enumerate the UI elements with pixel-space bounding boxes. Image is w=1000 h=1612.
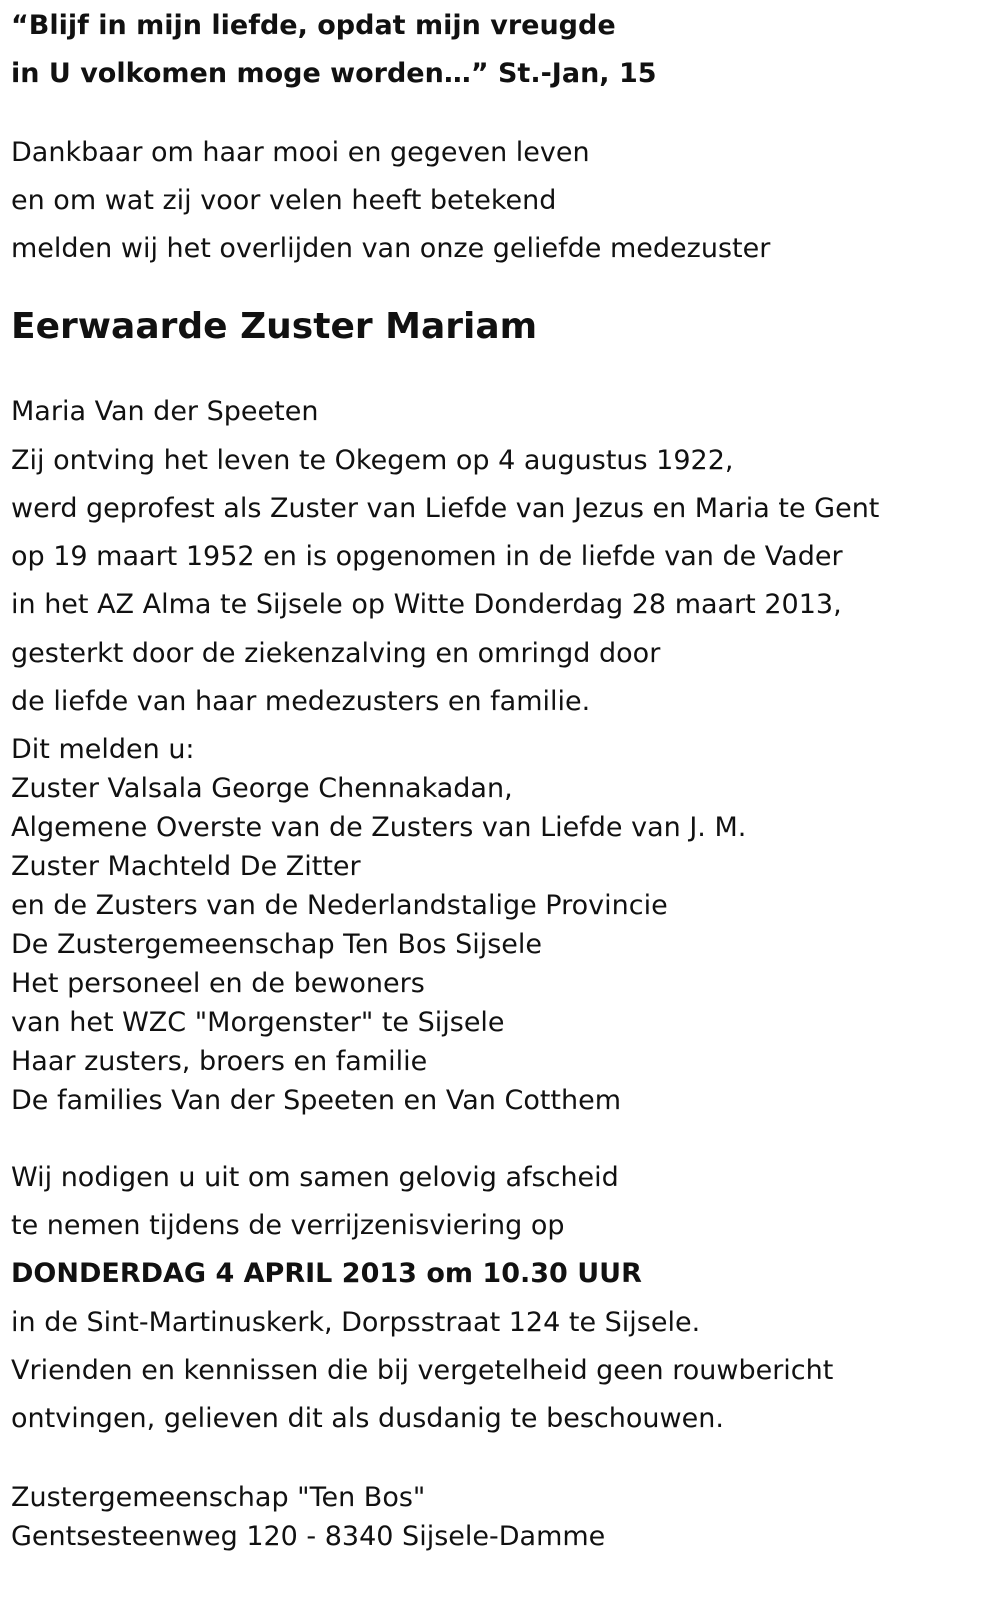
deceased-name: Eerwaarde Zuster Mariam [11, 306, 538, 347]
invitation-line: te nemen tijdens de verrijzenisviering op [11, 1210, 565, 1241]
invitation-line: in de Sint-Martinuskerk, Dorpsstraat 124 te Sijsele. [11, 1307, 701, 1338]
announcer-line: Dit melden u: [11, 734, 195, 765]
quote-line-1: “Blijf in mijn liefde, opdat mijn vreugde [11, 10, 616, 41]
bio-line: werd geprofest als Zuster van Liefde van Jezus en Maria te Gent [11, 493, 880, 524]
announcer-line: Algemene Overste van de Zusters van Liefde van J. M. [11, 812, 747, 843]
announcer-line: Haar zusters, broers en familie [11, 1046, 428, 1077]
bio-line: gesterkt door de ziekenzalving en omringd door [11, 638, 661, 669]
intro-line: melden wij het overlijden van onze geliefde medezuster [11, 233, 771, 264]
announcer-line: Zuster Machteld De Zitter [11, 851, 361, 882]
invitation-line: Wij nodigen u uit om samen gelovig afscheid [11, 1162, 619, 1193]
bio-line: in het AZ Alma te Sijsele op Witte Donderdag 28 maart 2013, [11, 589, 842, 620]
bio-line: de liefde van haar medezusters en familie. [11, 686, 591, 717]
announcer-line: en de Zusters van de Nederlandstalige Provincie [11, 890, 668, 921]
bio-line: Maria Van der Speeten [11, 396, 319, 427]
intro-line: en om wat zij voor velen heeft betekend [11, 185, 557, 216]
invitation-line: Vrienden en kennissen die bij vergetelheid geen rouwbericht [11, 1355, 834, 1386]
invitation-line: ontvingen, gelieven dit als dusdanig te beschouwen. [11, 1403, 724, 1434]
announcer-line: van het WZC "Morgenster" te Sijsele [11, 1007, 505, 1038]
announcer-line: Het personeel en de bewoners [11, 968, 425, 999]
funeral-date: DONDERDAG 4 APRIL 2013 om 10.30 UUR [11, 1258, 642, 1289]
quote-line-2: in U volkomen moge worden…” St.-Jan, 15 [11, 58, 657, 89]
footer-address: Gentsesteenweg 120 - 8340 Sijsele-Damme [11, 1521, 606, 1552]
bio-line: Zij ontving het leven te Okegem op 4 augustus 1922, [11, 445, 734, 476]
announcer-line: De Zustergemeenschap Ten Bos Sijsele [11, 929, 542, 960]
footer-community: Zustergemeenschap "Ten Bos" [11, 1482, 426, 1513]
announcer-line: De families Van der Speeten en Van Cotthem [11, 1085, 622, 1116]
announcer-line: Zuster Valsala George Chennakadan, [11, 773, 513, 804]
intro-line: Dankbaar om haar mooi en gegeven leven [11, 137, 590, 168]
bio-line: op 19 maart 1952 en is opgenomen in de liefde van de Vader [11, 541, 843, 572]
